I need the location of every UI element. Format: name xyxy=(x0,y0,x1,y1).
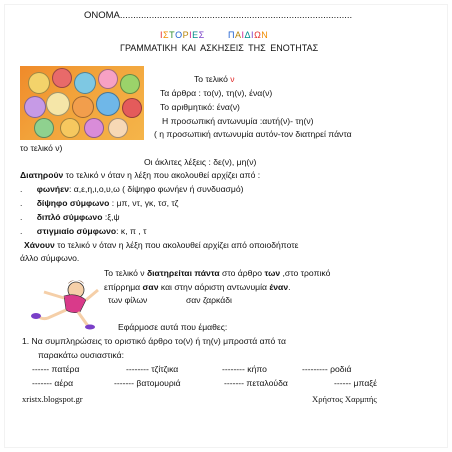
keep-rule: Διατηρούν το τελικό ν όταν η λέξη που ακολουθεί αρχίζει από : xyxy=(20,170,261,180)
section-heading: Το τελικό ν xyxy=(194,74,235,84)
pronoun-line: Η προσωπική αντωνυμία :αυτή(ν)- τη(ν) xyxy=(162,116,314,126)
subtitle: ΓΡΑΜΜΑΤΙΚΗ ΚΑΙ ΑΣΚΗΣΕΙΣ ΤΗΣ ΕΝΟΤΗΤΑΣ xyxy=(120,43,319,53)
exercise-instruction: 1. Να συμπληρώσεις το οριστικό άρθρο το(ν) ή τη(ν) μπροστά από τα xyxy=(22,336,286,346)
title-letter: Π xyxy=(228,30,235,40)
apply-heading: Εφάρμοσε αυτά που έμαθες: xyxy=(118,322,228,332)
akliti-line: Οι άκλιτες λέξεις : δε(ν), μη(ν) xyxy=(144,157,257,167)
exercise-item: ------ μπαξέ xyxy=(334,378,377,388)
bullet-vowel: . φωνήεν: α,ε,η,ι,ο,υ,ω ( δίψηφο φωνήεν ή συνδυασμό) xyxy=(20,184,244,194)
title-letter: Α xyxy=(235,30,242,40)
name-label: ΟΝΟΜΑ xyxy=(84,10,120,21)
articles-line: Τα άρθρα : το(ν), τη(ν), ένα(ν) xyxy=(160,88,273,98)
title-letter: Ν xyxy=(261,30,269,40)
heading-letter-v: ν xyxy=(230,74,235,84)
title-letter: Ω xyxy=(254,30,262,40)
exercise-item: -------- κήπο xyxy=(222,364,267,374)
name-line: ........................................................................................ xyxy=(119,10,353,21)
title-letter: Ι xyxy=(241,30,245,40)
footer-author: Χρήστος Χαρμπής xyxy=(312,394,377,404)
title-istories xyxy=(160,30,205,41)
keep-always-line1: Το τελικό ν διατηρείται πάντα στο άρθρο των ,στο τροπικό xyxy=(104,268,331,278)
title-letter: Σ xyxy=(163,30,170,40)
exercise-item: ------ πατέρα xyxy=(32,364,80,374)
exercise-item: -------- τζίτζικα xyxy=(126,364,179,374)
name-row xyxy=(84,10,352,21)
pronoun-note-line: ( η προσωπική αντωνυμία αυτόν-τον διατηρεί πάντα xyxy=(154,129,352,139)
title-letter: Ρ xyxy=(182,30,190,40)
lose-rule-end: άλλο σύμφωνο. xyxy=(20,253,80,263)
title-letter: Ι xyxy=(189,30,193,40)
lose-rule: Χάνουν το τελικό ν όταν η λέξη που ακολουθεί αρχίζει από οποιοδήποτε xyxy=(24,240,299,250)
exercise-item: ------- πεταλούδα xyxy=(224,378,288,388)
title-letter: Δ xyxy=(244,30,252,40)
bullet-digraph: . δίψηφο σύμφωνο : μπ, ντ, γκ, τσ, τζ xyxy=(20,198,179,208)
example-ton-filon: των φίλων xyxy=(108,295,148,305)
example-san-zarkadi: σαν ζαρκάδι xyxy=(186,295,232,305)
children-faces-painting xyxy=(20,66,144,140)
bullet-stop: . στιγμιαίο σύμφωνο: κ, π , τ xyxy=(20,226,147,236)
title-paidion xyxy=(228,30,268,41)
title-letter: Ο xyxy=(175,30,183,40)
title-letter: Σ xyxy=(198,30,205,40)
title-letter: Ι xyxy=(160,30,164,40)
exercise-item: ------- βατομουριά xyxy=(114,378,181,388)
title-letter: Ι xyxy=(251,30,255,40)
bullet-double: . διπλό σύμφωνο :ξ,ψ xyxy=(20,212,120,222)
exercise-item: ------- αέρα xyxy=(32,378,74,388)
title-letter: Τ xyxy=(169,30,176,40)
numeral-line: Το αριθμητικό: ένα(ν) xyxy=(160,102,240,112)
pronoun-note-end: το τελικό ν) xyxy=(20,143,63,153)
exercise-item: --------- ροδιά xyxy=(302,364,352,374)
keep-always-line2: επίρρημα σαν και στην αόριστη αντωνυμία έναν. xyxy=(104,282,291,292)
exercise-instruction-end: παρακάτω ουσιαστικά: xyxy=(38,350,124,360)
dancing-girl-illustration xyxy=(18,272,100,330)
title-letter: Ε xyxy=(192,30,199,40)
footer-blog: xristx.blogspot.gr xyxy=(22,394,83,404)
